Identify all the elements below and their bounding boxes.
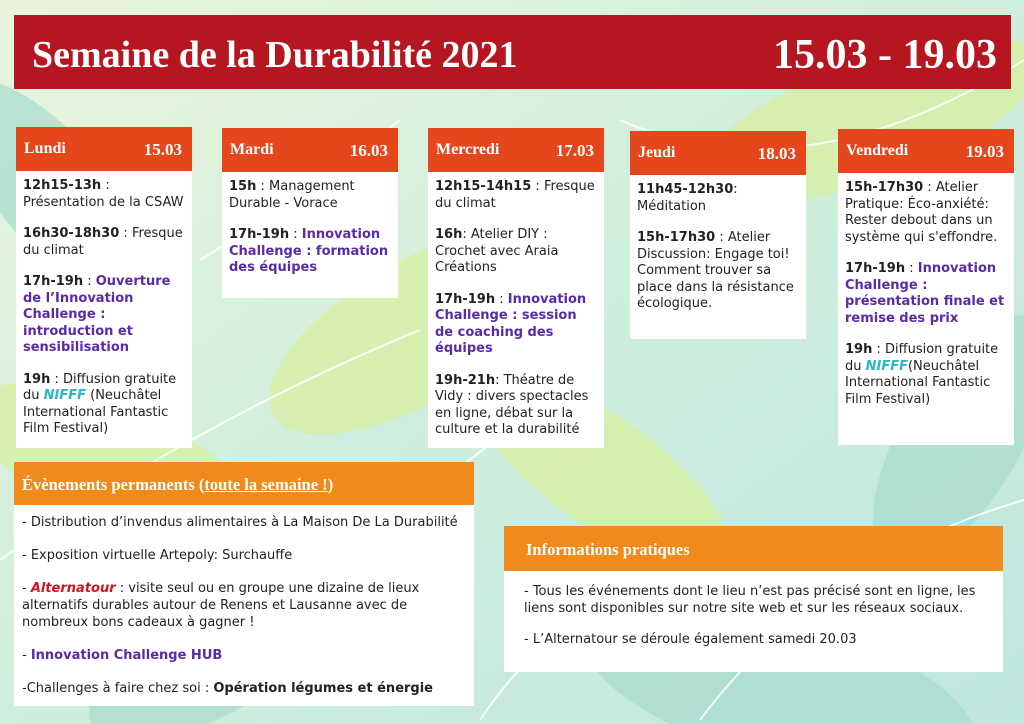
day-header	[222, 128, 398, 172]
day-header	[838, 129, 1014, 173]
whole-week-link: toute la semaine !	[204, 475, 328, 494]
event-item: 11h45-12h30: Méditation	[637, 182, 738, 214]
event-item: 12h15-13h : Présentation de la CSAW	[23, 178, 184, 210]
permanent-events-panel	[14, 462, 474, 706]
event-item: 15h-17h30 : Atelier Discussion: Engage toi! Comment trouver sa place dans la résistance écologique.	[637, 230, 794, 311]
info-item: - L’Alternatour se déroule également samedi 20.03	[524, 632, 857, 647]
permanent-events-header: Évènements permanents (toute la semaine !)	[14, 462, 474, 505]
alternatour-label: Alternatour	[30, 581, 116, 596]
week-dates: 15.03 - 19.03	[773, 32, 997, 78]
event-item: 15h-17h30 : Atelier Pratique: Éco-anxiété: Rester debout dans un système qui s'effondre.	[845, 180, 998, 245]
day-date: 19.03	[965, 142, 1004, 161]
permanent-item: - Innovation Challenge HUB	[22, 648, 223, 663]
day-card-jeudi	[630, 131, 806, 339]
permanent-item: - Distribution d’invendus alimentaires à La Maison De La Durabilité	[22, 515, 458, 530]
permanent-item: - Alternatour : visite seul ou en groupe une dizaine de lieux alternatifs durables autour de Renens et Lausanne avec de nombreux bons cadeaux à gagner !	[22, 581, 420, 630]
practical-info-header: Informations pratiques	[504, 526, 1003, 571]
event-item: 16h: Atelier DIY : Crochet avec Araia Créations	[435, 227, 559, 275]
permanent-item: - Exposition virtuelle Artepoly: Surchauffe	[22, 548, 293, 563]
day-date: 17.03	[555, 141, 594, 160]
day-date: 15.03	[143, 140, 182, 159]
day-name: Mercredi	[436, 141, 500, 158]
event-item: 17h-19h : Innovation Challenge : formation des équipes	[229, 227, 389, 275]
page-title: Semaine de la Durabilité 2021	[32, 34, 518, 76]
day-header	[16, 127, 192, 171]
title-banner	[14, 15, 1011, 89]
day-header	[630, 131, 806, 175]
permanent-item: -Challenges à faire chez soi : Opération légumes et énergie	[22, 681, 433, 696]
day-name: Jeudi	[638, 144, 676, 161]
nifff-brand: NIFFF	[43, 388, 86, 403]
day-card-vendredi	[838, 129, 1014, 445]
day-name: Lundi	[24, 140, 66, 157]
event-item: 15h : Management Durable - Vorace	[229, 179, 355, 211]
day-name: Mardi	[230, 141, 274, 158]
day-header	[428, 128, 604, 172]
day-date: 18.03	[757, 144, 796, 163]
day-card-lundi	[16, 127, 192, 448]
event-item: 17h-19h : Innovation Challenge : session de coaching des équipes	[435, 291, 587, 356]
day-name: Vendredi	[846, 142, 909, 159]
nifff-brand: NIFFF	[865, 358, 908, 374]
info-item: - Tous les événements dont le lieu n’est pas précisé sont en ligne, les liens sont disponibles sur notre site web et sur les réseaux sociaux.	[524, 584, 976, 616]
day-card-mardi	[222, 128, 398, 298]
practical-info-panel	[504, 526, 1003, 672]
event-item: 17h-19h : Ouverture de l’Innovation Challenge : introduction et sensibilisation	[23, 274, 171, 355]
event-item: 16h30-18h30 : Fresque du climat	[23, 226, 183, 258]
event-item: 17h-19h : Innovation Challenge : présentation finale et remise des prix	[845, 261, 1005, 326]
event-item: 19h : Diffusion gratuite du NIFFF (Neuchâtel International Fantastic Film Festival)	[23, 371, 177, 436]
event-item: 12h15-14h15 : Fresque du climat	[435, 179, 595, 211]
event-item: 19h-21h: Théatre de Vidy : divers spectacles en ligne, débat sur la culture et la durabilité	[435, 372, 589, 437]
day-date: 16.03	[349, 141, 388, 160]
day-card-mercredi	[428, 128, 604, 448]
event-item: 19h : Diffusion gratuite du NIFFF(Neuchâtel International Fantastic Film Festival)	[845, 342, 999, 407]
